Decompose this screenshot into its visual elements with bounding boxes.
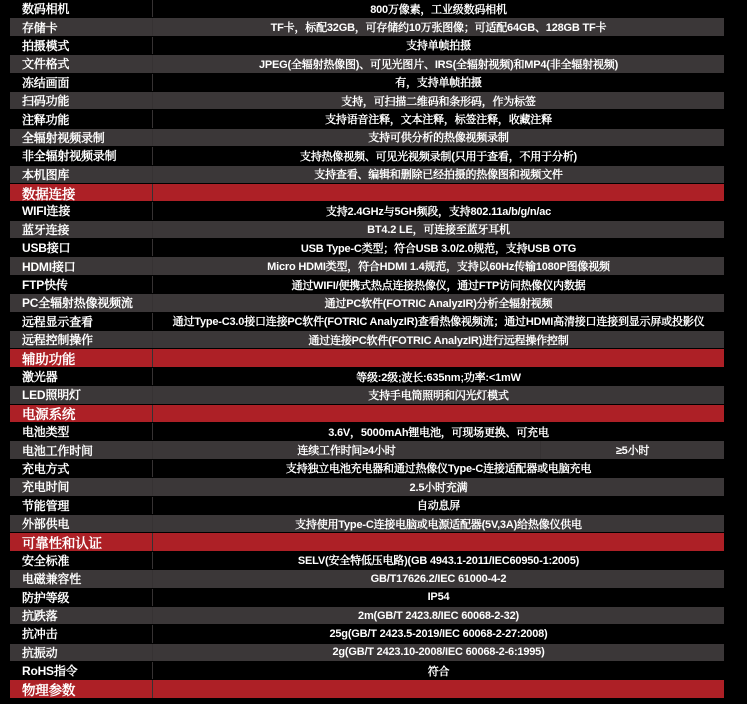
section-title: 物理参数 [22, 683, 76, 699]
spec-value: JPEG(全辐射热像图)、可见光图片、IRS(全辐射视频)和MP4(非全辐射视频) [152, 55, 724, 72]
spec-row [10, 37, 724, 55]
section-title: 数据连接 [22, 186, 76, 202]
spec-value: USB Type-C类型；符合USB 3.0/2.0规范，支持USB OTG [152, 239, 724, 256]
spec-label: 注释功能 [22, 112, 70, 127]
spec-label: 安全标准 [22, 553, 70, 568]
spec-label: PC全辐射热像视频流 [22, 296, 133, 311]
spec-value: 支持手电筒照明和闪光灯模式 [152, 386, 724, 403]
section-title: 电源系统 [22, 407, 76, 423]
spec-row [10, 166, 724, 184]
spec-row [10, 147, 724, 165]
section-title: 辅助功能 [22, 352, 76, 368]
spec-value: 自动息屏 [152, 497, 724, 514]
spec-value: 25g(GB/T 2423.5-2019/IEC 60068-2-27:2008) [152, 625, 724, 642]
spec-row [10, 460, 724, 478]
spec-label: FTP快传 [22, 278, 68, 293]
spec-row [10, 276, 724, 294]
spec-label: LED照明灯 [22, 388, 81, 403]
section-header-row [10, 349, 724, 367]
spec-value: 支持可供分析的热像视频录制 [152, 129, 724, 146]
spec-row [10, 441, 724, 459]
spec-label: 文件格式 [22, 57, 70, 72]
spec-value: 支持使用Type-C连接电脑或电源适配器(5V,3A)给热像仪供电 [152, 515, 724, 532]
spec-row [10, 570, 724, 588]
spec-label: 抗冲击 [22, 627, 58, 642]
spec-label: 电磁兼容性 [22, 572, 82, 587]
spec-value: Micro HDMI类型，符合HDMI 1.4规范，支持以60Hz传输1080P图像视频 [152, 257, 724, 274]
spec-row [10, 662, 724, 680]
spec-label: 远程控制操作 [22, 333, 93, 348]
spec-value: 通过PC软件(FOTRIC AnalyzIR)分析全辐射视频 [152, 294, 724, 311]
spec-row [10, 294, 724, 312]
spec-label: 节能管理 [22, 498, 70, 513]
spec-value: 支持热像视频、可见光视频录制(只用于查看，不用于分析) [152, 147, 724, 164]
spec-label: 防护等级 [22, 590, 70, 605]
spec-value-left: 连续工作时间≥4小时 [152, 441, 540, 458]
spec-value: SELV(安全特低压电路)(GB 4943.1-2011/IEC60950-1:2005) [152, 552, 724, 569]
spec-label: 非全辐射视频录制 [22, 149, 117, 164]
spec-row [10, 55, 724, 73]
spec-value: 2.5小时充满 [152, 478, 724, 495]
spec-table [10, 0, 724, 704]
spec-label: WIFI连接 [22, 204, 71, 219]
section-header-row [10, 405, 724, 423]
section-title: 可靠性和认证 [22, 536, 102, 552]
spec-row [10, 515, 724, 533]
spec-row [10, 221, 724, 239]
spec-value: 2g(GB/T 2423.10-2008/IEC 60068-2-6:1995) [152, 644, 724, 661]
spec-value: 有，支持单帧拍摄 [152, 74, 724, 91]
spec-label: 电池工作时间 [22, 443, 93, 458]
spec-label: HDMI接口 [22, 259, 76, 274]
spec-row [10, 552, 724, 570]
section-empty-cell [152, 184, 724, 201]
spec-value: 3.6V，5000mAh锂电池，可现场更换、可充电 [152, 423, 724, 440]
spec-value: 通过Type-C3.0接口连接PC软件(FOTRIC AnalyzIR)查看热像视频流；通过HDMI高清接口连接到显示屏或投影仪 [152, 313, 724, 330]
spec-row [10, 607, 724, 625]
spec-label: 外部供电 [22, 517, 70, 532]
section-header-row [10, 533, 724, 551]
spec-row [10, 313, 724, 331]
spec-row [10, 257, 724, 275]
section-header-row [10, 184, 724, 202]
spec-label: 抗振动 [22, 645, 58, 660]
spec-row [10, 129, 724, 147]
spec-label: 冻结画面 [22, 75, 70, 90]
spec-label: 电池类型 [22, 425, 70, 440]
section-header-row [10, 680, 724, 703]
spec-value: TF卡，标配32GB，可存储约10万张图像；可适配64GB、128GB TF卡 [152, 18, 724, 35]
spec-row [10, 92, 724, 110]
spec-row [10, 239, 724, 257]
spec-label: 全辐射视频录制 [22, 130, 105, 145]
spec-row [10, 110, 724, 128]
spec-value: 等级:2级;波长:635nm;功率:<1mW [152, 368, 724, 385]
spec-row [10, 202, 724, 220]
spec-row [10, 386, 724, 404]
spec-row [10, 589, 724, 607]
spec-row [10, 497, 724, 515]
spec-label: 抗跌落 [22, 609, 58, 624]
section-empty-cell [152, 533, 724, 550]
spec-label: USB接口 [22, 241, 71, 256]
spec-value: 符合 [152, 662, 724, 679]
spec-row [10, 74, 724, 92]
spec-label: 远程显示查看 [22, 314, 93, 329]
spec-label: 蓝牙连接 [22, 222, 70, 237]
spec-row [10, 625, 724, 643]
spec-label: 充电时间 [22, 480, 70, 495]
spec-row [10, 644, 724, 662]
spec-value: 2m(GB/T 2423.8/IEC 60068-2-32) [152, 607, 724, 624]
spec-value: 支持单帧拍摄 [152, 37, 724, 54]
spec-row [10, 368, 724, 386]
spec-label: 拍摄模式 [22, 38, 70, 53]
section-empty-cell [152, 349, 724, 366]
spec-value: IP54 [152, 589, 724, 606]
spec-value: 支持2.4GHz与5GH频段，支持802.11a/b/g/n/ac [152, 202, 724, 219]
spec-label: RoHS指令 [22, 664, 78, 679]
spec-row [10, 423, 724, 441]
spec-value: GB/T17626.2/IEC 61000-4-2 [152, 570, 724, 587]
spec-row [10, 18, 724, 36]
spec-row [10, 478, 724, 496]
spec-label: 充电方式 [22, 461, 70, 476]
spec-value: 通过WIFI/便携式热点连接热像仪，通过FTP访问热像仪内数据 [152, 276, 724, 293]
spec-value-right: ≥5小时 [540, 441, 724, 458]
spec-value: BT4.2 LE，可连接至蓝牙耳机 [152, 221, 724, 238]
spec-row [10, 0, 724, 18]
spec-value: 通过连接PC软件(FOTRIC AnalyzIR)进行远程操作控制 [152, 331, 724, 348]
spec-value: 支持，可扫描二维码和条形码，作为标签 [152, 92, 724, 109]
spec-value: 支持独立电池充电器和通过热像仪Type-C连接适配器或电脑充电 [152, 460, 724, 477]
spec-row [10, 331, 724, 349]
spec-label: 数码相机 [22, 2, 70, 17]
spec-value: 支持语音注释，文本注释，标签注释，收藏注释 [152, 110, 724, 127]
section-empty-cell [152, 680, 724, 697]
spec-label: 扫码功能 [22, 94, 70, 109]
spec-label: 本机图库 [22, 167, 70, 182]
spec-label: 存储卡 [22, 20, 58, 35]
spec-label: 激光器 [22, 370, 58, 384]
spec-value: 800万像素，工业级数码相机 [152, 0, 724, 17]
section-empty-cell [152, 405, 724, 422]
spec-value: 支持查看、编辑和删除已经拍摄的热像图和视频文件 [152, 166, 724, 183]
